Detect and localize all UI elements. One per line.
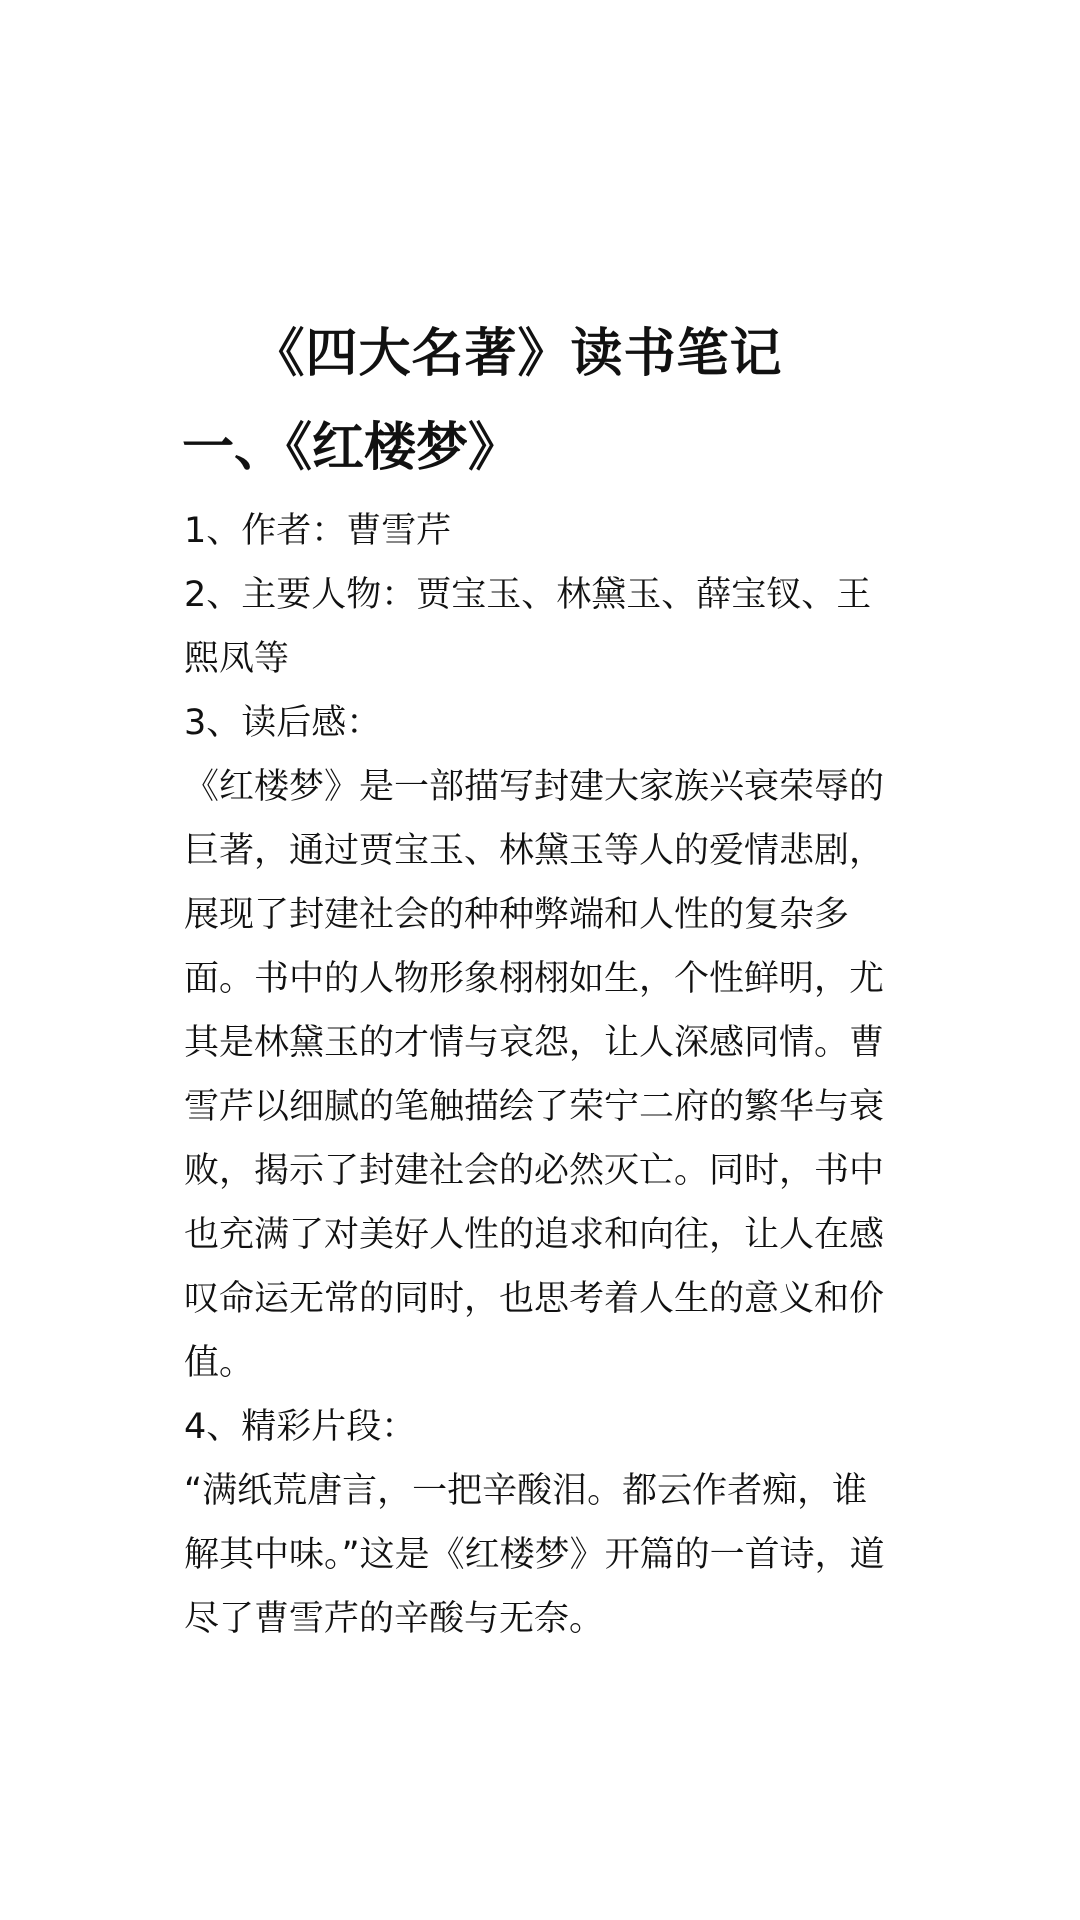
review-label: 3、读后感： [184,703,382,743]
author-line: 1、作者：曹雪芹 [184,511,452,551]
review-paragraph: 《红楼梦》是一部描写封建大家族兴衰荣辱的巨著，通过贾宝玉、林黛玉等人的爱情悲剧，展现了封建社会的种种弊端和人性的复杂多面。书中的人物形象栩栩如生，个性鲜明，尤其是林黛玉的才情与哀怨，让人深感同情。曹雪芹以细腻的笔触描绘了荣宁二府的繁华与衰败，揭示了封建社会的必然灭亡。同时，书中也充满了对美好人性的追求和向往，让人在感叹命运无常的同时，也思考着人生的意义和价值。 [184,767,885,1383]
characters-line: 2、主要人物：贾宝玉、林黛玉、薛宝钗、王熙凤等 [184,575,872,679]
document-title: 《四大名著》读书笔记 [252,324,783,384]
excerpt-paragraph: “满纸荒唐言，一把辛酸泪。都云作者痴，谁解其中味。”这是《红楼梦》开篇的一首诗，道尽了曹雪芹的辛酸与无奈。 [184,1471,885,1639]
excerpt-label: 4、精彩片段： [184,1407,417,1447]
section-content [184,499,900,1651]
section-heading: 一、《红楼梦》 [182,418,521,478]
